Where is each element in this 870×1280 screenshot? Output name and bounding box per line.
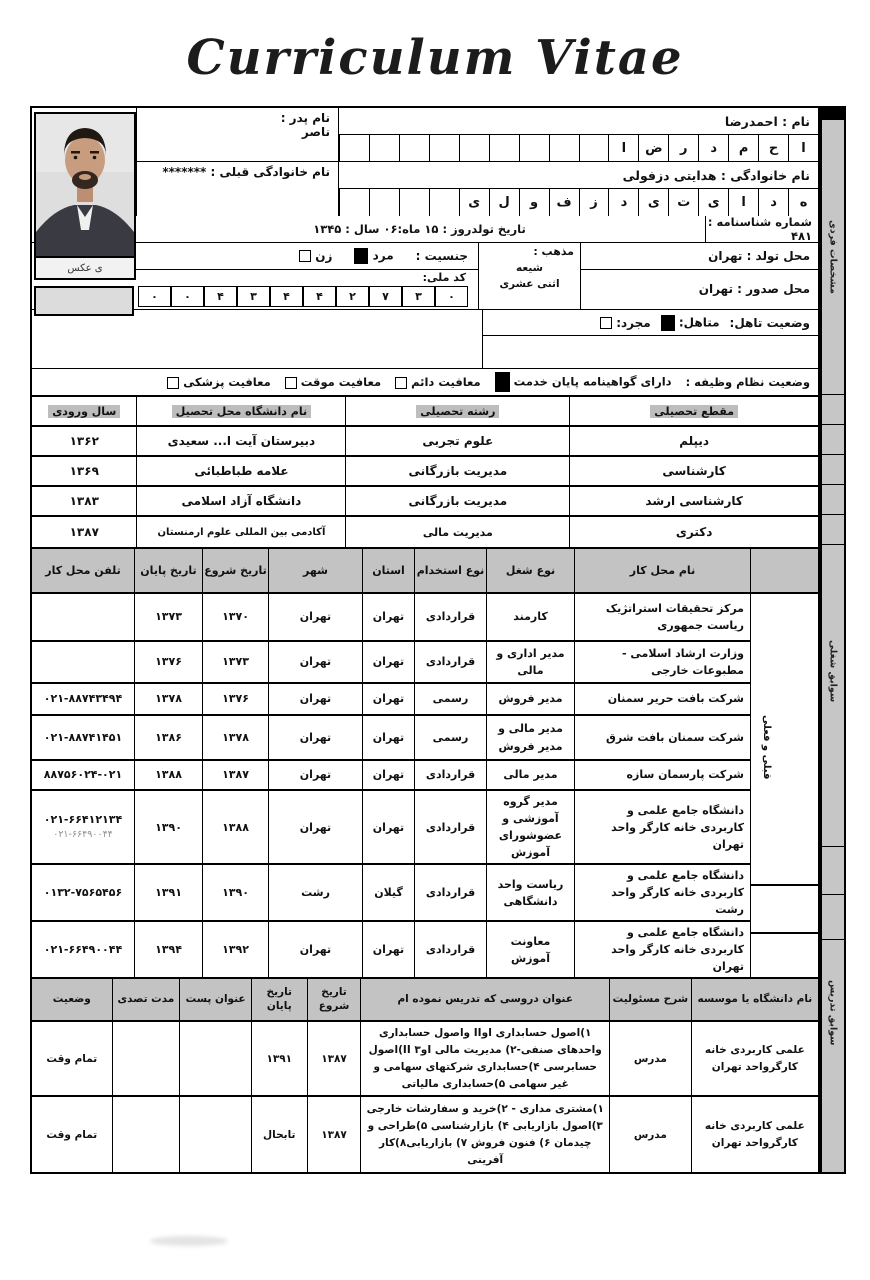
teaching-start: ۱۳۸۷ [307, 1022, 361, 1095]
work-start: ۱۳۷۶ [202, 684, 268, 714]
work-phone: ۸۸۷۵۶۰۲۴-۰۲۱ [43, 768, 123, 782]
sidebar-section-teaching [822, 940, 844, 1172]
sidebar-top-cap [822, 108, 844, 120]
teaching-courses: ۱)مشتری مداری - ۲)خرید و سفارشات خارجی ۳)اصول بازاریابی ۴) بازارشناسی ۵)طراحی و چیدمان ۶) فنون فروش ۷) بازاریابی۸)کار آفرینی [360, 1097, 609, 1172]
work-name: شرکت بافت حریر سمنان [574, 684, 750, 714]
letter-box: د [608, 189, 638, 216]
work-employment: قراردادی [414, 642, 486, 682]
name-fields [338, 108, 818, 216]
teaching-courses: ۱)اصول حسابداری IوII واصول حسابداری واحدهای صنفی-۲) مدیریت مالی IوII ۳)اصول حسابرسی ۴)حسابداری شرکتهای سهامی و غیر سهامی ۵)حسابداری مالیاتی [360, 1022, 609, 1095]
portrait-photo-image [36, 114, 134, 256]
birth-date-field: تاریخ تولدروز : ۱۵ ماه:۰۶ سال : ۱۳۴۵ [133, 216, 705, 242]
letter-box [489, 135, 519, 161]
teaching-tenure [112, 1097, 180, 1172]
work-job: مدیر مالی [486, 761, 574, 789]
gender-male-option: مرد [354, 248, 393, 264]
sidebar-edu-cell [822, 425, 844, 455]
education-header-university: نام دانشگاه محل تحصیل [136, 397, 345, 425]
gender-field [133, 243, 478, 270]
education-year: ۱۳۶۲ [69, 434, 99, 448]
letter-box: ۷ [369, 286, 402, 307]
work-phone: ۰۲۱-۸۸۷۴۳۴۹۴ [43, 692, 123, 706]
education-row [32, 457, 818, 487]
work-city: تهران [268, 716, 362, 759]
sidebar-label-personal: مشخصات فردی [827, 220, 839, 294]
education-level: کارشناسی ارشد [569, 487, 818, 515]
work-province: گیلان [362, 865, 414, 920]
letter-box: ۴ [303, 286, 336, 307]
work-employment: قراردادی [414, 761, 486, 789]
education-university: آکادمی بین المللی علوم ارمنستان [136, 517, 345, 547]
religion-value-2: اثنی عشری [499, 277, 560, 290]
work-start: ۱۳۹۲ [202, 922, 268, 977]
scan-smudge [150, 1236, 228, 1246]
sidebar-section-work [822, 545, 844, 847]
work-job: ریاست واحد دانشگاهی [486, 865, 574, 920]
education-level: دکتری [569, 517, 818, 547]
work-phone: ۰۱۳۲-۷۵۶۵۴۵۶ [43, 886, 123, 900]
letter-box [369, 135, 399, 161]
letter-box: د [758, 189, 788, 216]
education-header-level: مقطع تحصیلی [569, 397, 818, 425]
work-end: ۱۳۸۸ [134, 761, 202, 789]
teaching-header-courses: عنوان دروسی که تدریس نموده ام [360, 979, 609, 1020]
work-end: ۱۳۹۱ [134, 865, 202, 920]
teaching-post [179, 1022, 251, 1095]
national-code-boxes [133, 286, 478, 309]
teaching-header-start: تاریخ شروع [307, 979, 361, 1020]
gender-male-checkbox [354, 248, 368, 264]
gender-female-checkbox [299, 250, 311, 262]
work-end: ۱۳۷۸ [134, 684, 202, 714]
teaching-end: تابحال [251, 1097, 307, 1172]
empty-cell [32, 310, 482, 368]
military-option-3-checkbox [167, 377, 179, 389]
teaching-header-institute: نام دانشگاه یا موسسه [691, 979, 818, 1020]
letter-box [339, 189, 369, 216]
family-name-letter-boxes [339, 189, 818, 216]
gender-label: جنسیت : [415, 248, 468, 263]
sidebar-edu-cell [822, 515, 844, 545]
work-phone [32, 642, 134, 682]
teaching-row [32, 1022, 818, 1097]
work-phone-printed: ۰۲۱-۶۶۴۱۲۱۳۴ [43, 813, 123, 827]
letter-box [339, 135, 369, 161]
work-row [32, 922, 750, 977]
letter-box: ت [668, 189, 698, 216]
letter-box [369, 189, 399, 216]
teaching-end: ۱۳۹۱ [251, 1022, 307, 1095]
work-end: ۱۳۹۴ [134, 922, 202, 977]
letter-box: ا [608, 135, 638, 161]
work-name: دانشگاه جامع علمی و کاربردی خانه کارگر واحد رشت [574, 865, 750, 920]
father-name-fields [136, 108, 338, 216]
education-header-row [32, 397, 818, 427]
letter-box: ل [489, 189, 519, 216]
work-province: تهران [362, 642, 414, 682]
work-header-phone: تلفن محل کار [45, 563, 121, 577]
letter-box [399, 135, 429, 161]
teaching-role: مدرس [609, 1097, 691, 1172]
sidebar-edu-cell [822, 395, 844, 425]
education-level: کارشناسی [569, 457, 818, 485]
work-row [32, 761, 750, 791]
first-name-field: نام : احمدرضا [339, 108, 818, 135]
letter-box: ح [758, 135, 788, 161]
work-employment: قراردادی [414, 865, 486, 920]
letter-box: ۰ [171, 286, 204, 307]
work-employment: رسمی [414, 716, 486, 759]
letter-box: ۰ [435, 286, 468, 307]
work-start: ۱۳۷۰ [202, 594, 268, 640]
work-job: مدیر اداری و مالی [486, 642, 574, 682]
marital-single-option: مجرد: [600, 316, 651, 330]
letter-box: م [728, 135, 758, 161]
work-header-row [32, 549, 750, 594]
work-employment: رسمی [414, 684, 486, 714]
education-row [32, 427, 818, 457]
photo-caption: ی عکس [34, 258, 136, 280]
birth-place-field: محل تولد : تهران [581, 243, 818, 270]
teaching-start: ۱۳۸۷ [307, 1097, 361, 1172]
letter-box: ۴ [204, 286, 237, 307]
letter-box: ۴ [270, 286, 303, 307]
work-province: تهران [362, 922, 414, 977]
work-phone [32, 594, 134, 640]
marital-status-field [483, 310, 818, 336]
education-section [32, 395, 818, 547]
work-start: ۱۳۷۸ [202, 716, 268, 759]
letter-box [519, 135, 549, 161]
work-header-name: نام محل کار [574, 549, 750, 592]
work-header-job: نوع شغل [486, 549, 574, 592]
work-start: ۱۳۷۳ [202, 642, 268, 682]
cv-form-main [30, 106, 820, 1174]
work-name: شرکت پارسمان سازه [574, 761, 750, 789]
letter-box [429, 135, 459, 161]
letter-box: ض [638, 135, 668, 161]
letter-box: ر [668, 135, 698, 161]
sidebar-section-personal [822, 120, 844, 395]
family-name-field: نام خانوادگی : هدایتی دزفولی [339, 162, 818, 189]
work-province: تهران [362, 684, 414, 714]
teaching-institute: علمی کاربردی خانه کارگرواحد تهران [691, 1097, 818, 1172]
sidebar-work-cell [822, 895, 844, 940]
teaching-header-tenure: مدت تصدی [112, 979, 180, 1020]
military-option-2-checkbox [285, 377, 297, 389]
letter-box: ف [549, 189, 579, 216]
military-option-3: معافیت پزشکی [167, 375, 270, 389]
education-year: ۱۳۸۷ [69, 525, 99, 539]
work-city: رشت [268, 865, 362, 920]
photo-gray-box [34, 286, 134, 316]
father-name-field [137, 108, 338, 162]
work-end: ۱۳۸۶ [134, 716, 202, 759]
work-employment: قراردادی [414, 922, 486, 977]
military-option-1: معافیت دائم [395, 375, 481, 389]
work-name: مرکز تحقیقات استراتژیک ریاست جمهوری [574, 594, 750, 640]
work-header-city: شهر [268, 549, 362, 592]
work-end: ۱۳۹۰ [134, 791, 202, 863]
sidebar-work-cell [822, 847, 844, 895]
education-university: دبیرستان آیت ا... سعیدی [136, 427, 345, 455]
letter-box: ی [638, 189, 668, 216]
military-option-2: معافیت موقت [285, 375, 381, 389]
work-city: تهران [268, 642, 362, 682]
work-city: تهران [268, 791, 362, 863]
empty-cell [751, 779, 818, 884]
work-city: تهران [268, 594, 362, 640]
work-start: ۱۳۸۷ [202, 761, 268, 789]
letter-box: ا [788, 135, 818, 161]
letter-box [549, 135, 579, 161]
education-field: علوم تجربی [345, 427, 569, 455]
education-field: مدیریت مالی [345, 517, 569, 547]
work-start: ۱۳۸۸ [202, 791, 268, 863]
education-header-field: رشته تحصیلی [345, 397, 569, 425]
work-strip-label: قبلی و فعلی [761, 714, 772, 779]
empty-cell [751, 932, 818, 977]
education-level: دیپلم [569, 427, 818, 455]
military-option-1-checkbox [395, 377, 407, 389]
work-job: کارمند [486, 594, 574, 640]
sidebar-edu-cell [822, 455, 844, 485]
letter-box: د [698, 135, 728, 161]
letter-box [579, 135, 609, 161]
letter-box: ی [459, 189, 489, 216]
marital-label: وضعیت تاهل: [729, 315, 810, 330]
work-row [32, 594, 750, 642]
education-year: ۱۳۸۳ [69, 494, 99, 508]
education-year: ۱۳۶۹ [69, 464, 99, 478]
teaching-role: مدرس [609, 1022, 691, 1095]
education-row [32, 487, 818, 517]
letter-box: ۳ [237, 286, 270, 307]
work-name: دانشگاه جامع علمی و کاربردی خانه کارگر واحد تهران [574, 791, 750, 863]
teaching-institute: علمی کاربردی خانه کارگرواحد تهران [691, 1022, 818, 1095]
letter-box [429, 189, 459, 216]
empty-cell [751, 884, 818, 932]
photo-block [34, 112, 136, 316]
work-side-strip [750, 549, 818, 977]
military-option-0: دارای گواهینامه پایان خدمت [495, 372, 672, 392]
letter-box: ا [728, 189, 758, 216]
father-name-label: نام پدر : [280, 111, 330, 125]
letter-box: ه [788, 189, 818, 216]
teaching-status: تمام وقت [46, 1052, 98, 1065]
teaching-post [179, 1097, 251, 1172]
religion-value-1: شیعه [516, 262, 543, 274]
father-name-value: ناصر [301, 125, 330, 139]
work-phone-handwritten: ۰۲۱-۶۶۴۹۰۰۴۴ [53, 829, 113, 841]
military-label: وضعیت نظام وظیفه : [685, 375, 810, 389]
education-university: علامه طباطبائی [136, 457, 345, 485]
work-end: ۱۳۷۳ [134, 594, 202, 640]
gender-female-option: زن [299, 249, 332, 263]
work-start: ۱۳۹۰ [202, 865, 268, 920]
work-phone [32, 791, 134, 863]
religion-label: مذهب : [533, 245, 574, 258]
issue-place-field: محل صدور : تهران [698, 282, 810, 297]
id-number-field: شماره شناسنامه : ۴۸۱ [705, 216, 818, 242]
work-city: تهران [268, 761, 362, 789]
work-row [32, 791, 750, 865]
teaching-header-status: وضعیت [52, 993, 91, 1006]
letter-box: ز [579, 189, 609, 216]
work-employment: قراردادی [414, 791, 486, 863]
education-university: دانشگاه آزاد اسلامی [136, 487, 345, 515]
religion-field [478, 243, 580, 309]
letter-box: ۳ [402, 286, 435, 307]
marital-single-checkbox [600, 317, 612, 329]
work-strip-header [751, 549, 818, 594]
work-header-end: تاریخ پایان [134, 549, 202, 592]
work-name: وزارت ارشاد اسلامی - مطبوعات خارجی [574, 642, 750, 682]
work-job: معاونت آموزش [486, 922, 574, 977]
work-province: تهران [362, 594, 414, 640]
military-status-field [32, 368, 818, 395]
work-province: تهران [362, 716, 414, 759]
work-job: مدیر فروش [486, 684, 574, 714]
portrait-photo [34, 112, 136, 258]
sidebar-edu-cell [822, 485, 844, 515]
letter-box [459, 135, 489, 161]
cv-form [30, 106, 846, 1174]
letter-box: و [519, 189, 549, 216]
work-phone: ۰۲۱-۸۸۷۴۱۴۵۱ [43, 730, 123, 744]
empty-cell [483, 336, 818, 368]
education-field: مدیریت بازرگانی [345, 487, 569, 515]
section-sidebar [820, 106, 846, 1174]
marital-married-checkbox [661, 315, 675, 331]
work-section [32, 547, 818, 977]
work-name: دانشگاه جامع علمی و کاربردی خانه کارگر واحد تهران [574, 922, 750, 977]
work-job: مدیر مالی و مدیر فروش [486, 716, 574, 759]
work-province: تهران [362, 761, 414, 789]
work-city: تهران [268, 684, 362, 714]
letter-box: ی [698, 189, 728, 216]
personal-section [32, 108, 818, 395]
teaching-tenure [112, 1022, 180, 1095]
marital-married-option: متاهل: [661, 315, 720, 331]
page-title: Curriculum Vitae [186, 30, 684, 86]
work-province: تهران [362, 791, 414, 863]
work-row [32, 716, 750, 761]
letter-box: ۰ [138, 286, 171, 307]
work-row [32, 684, 750, 716]
teaching-row [32, 1097, 818, 1172]
national-code-label: کد ملی: [422, 271, 466, 285]
work-end: ۱۳۷۶ [134, 642, 202, 682]
teaching-header-post: عنوان پست [179, 979, 251, 1020]
education-row [32, 517, 818, 547]
teaching-header-role: شرح مسئولیت [609, 979, 691, 1020]
sidebar-label-teaching: سوابق تدریس [827, 980, 839, 1046]
teaching-header-row [32, 979, 818, 1022]
work-row [32, 642, 750, 684]
education-field: مدیریت بازرگانی [345, 457, 569, 485]
teaching-section [32, 977, 818, 1172]
work-employment: قراردادی [414, 594, 486, 640]
work-header-start: تاریخ شروع [202, 549, 268, 592]
work-job: مدیر گروه آموزشی و عضوشورای آموزش [486, 791, 574, 863]
sidebar-label-work: سوابق شغلی [827, 640, 839, 703]
teaching-status: تمام وقت [46, 1128, 98, 1141]
first-name-letter-boxes [339, 135, 818, 162]
work-header-employment: نوع استخدام [414, 549, 486, 592]
letter-box [399, 189, 429, 216]
education-header-year: سال ورودی [32, 397, 136, 425]
previous-family-name-field: نام خانوادگی قبلی : ******* [162, 165, 330, 179]
letter-box: ۲ [336, 286, 369, 307]
work-phone: ۰۲۱-۶۶۴۹۰۰۴۴ [43, 943, 123, 957]
work-row [32, 865, 750, 922]
work-city: تهران [268, 922, 362, 977]
military-option-0-checkbox [495, 372, 510, 392]
teaching-header-end: تاریخ پایان [251, 979, 307, 1020]
work-name: شرکت سمنان بافت شرق [574, 716, 750, 759]
work-header-province: استان [362, 549, 414, 592]
